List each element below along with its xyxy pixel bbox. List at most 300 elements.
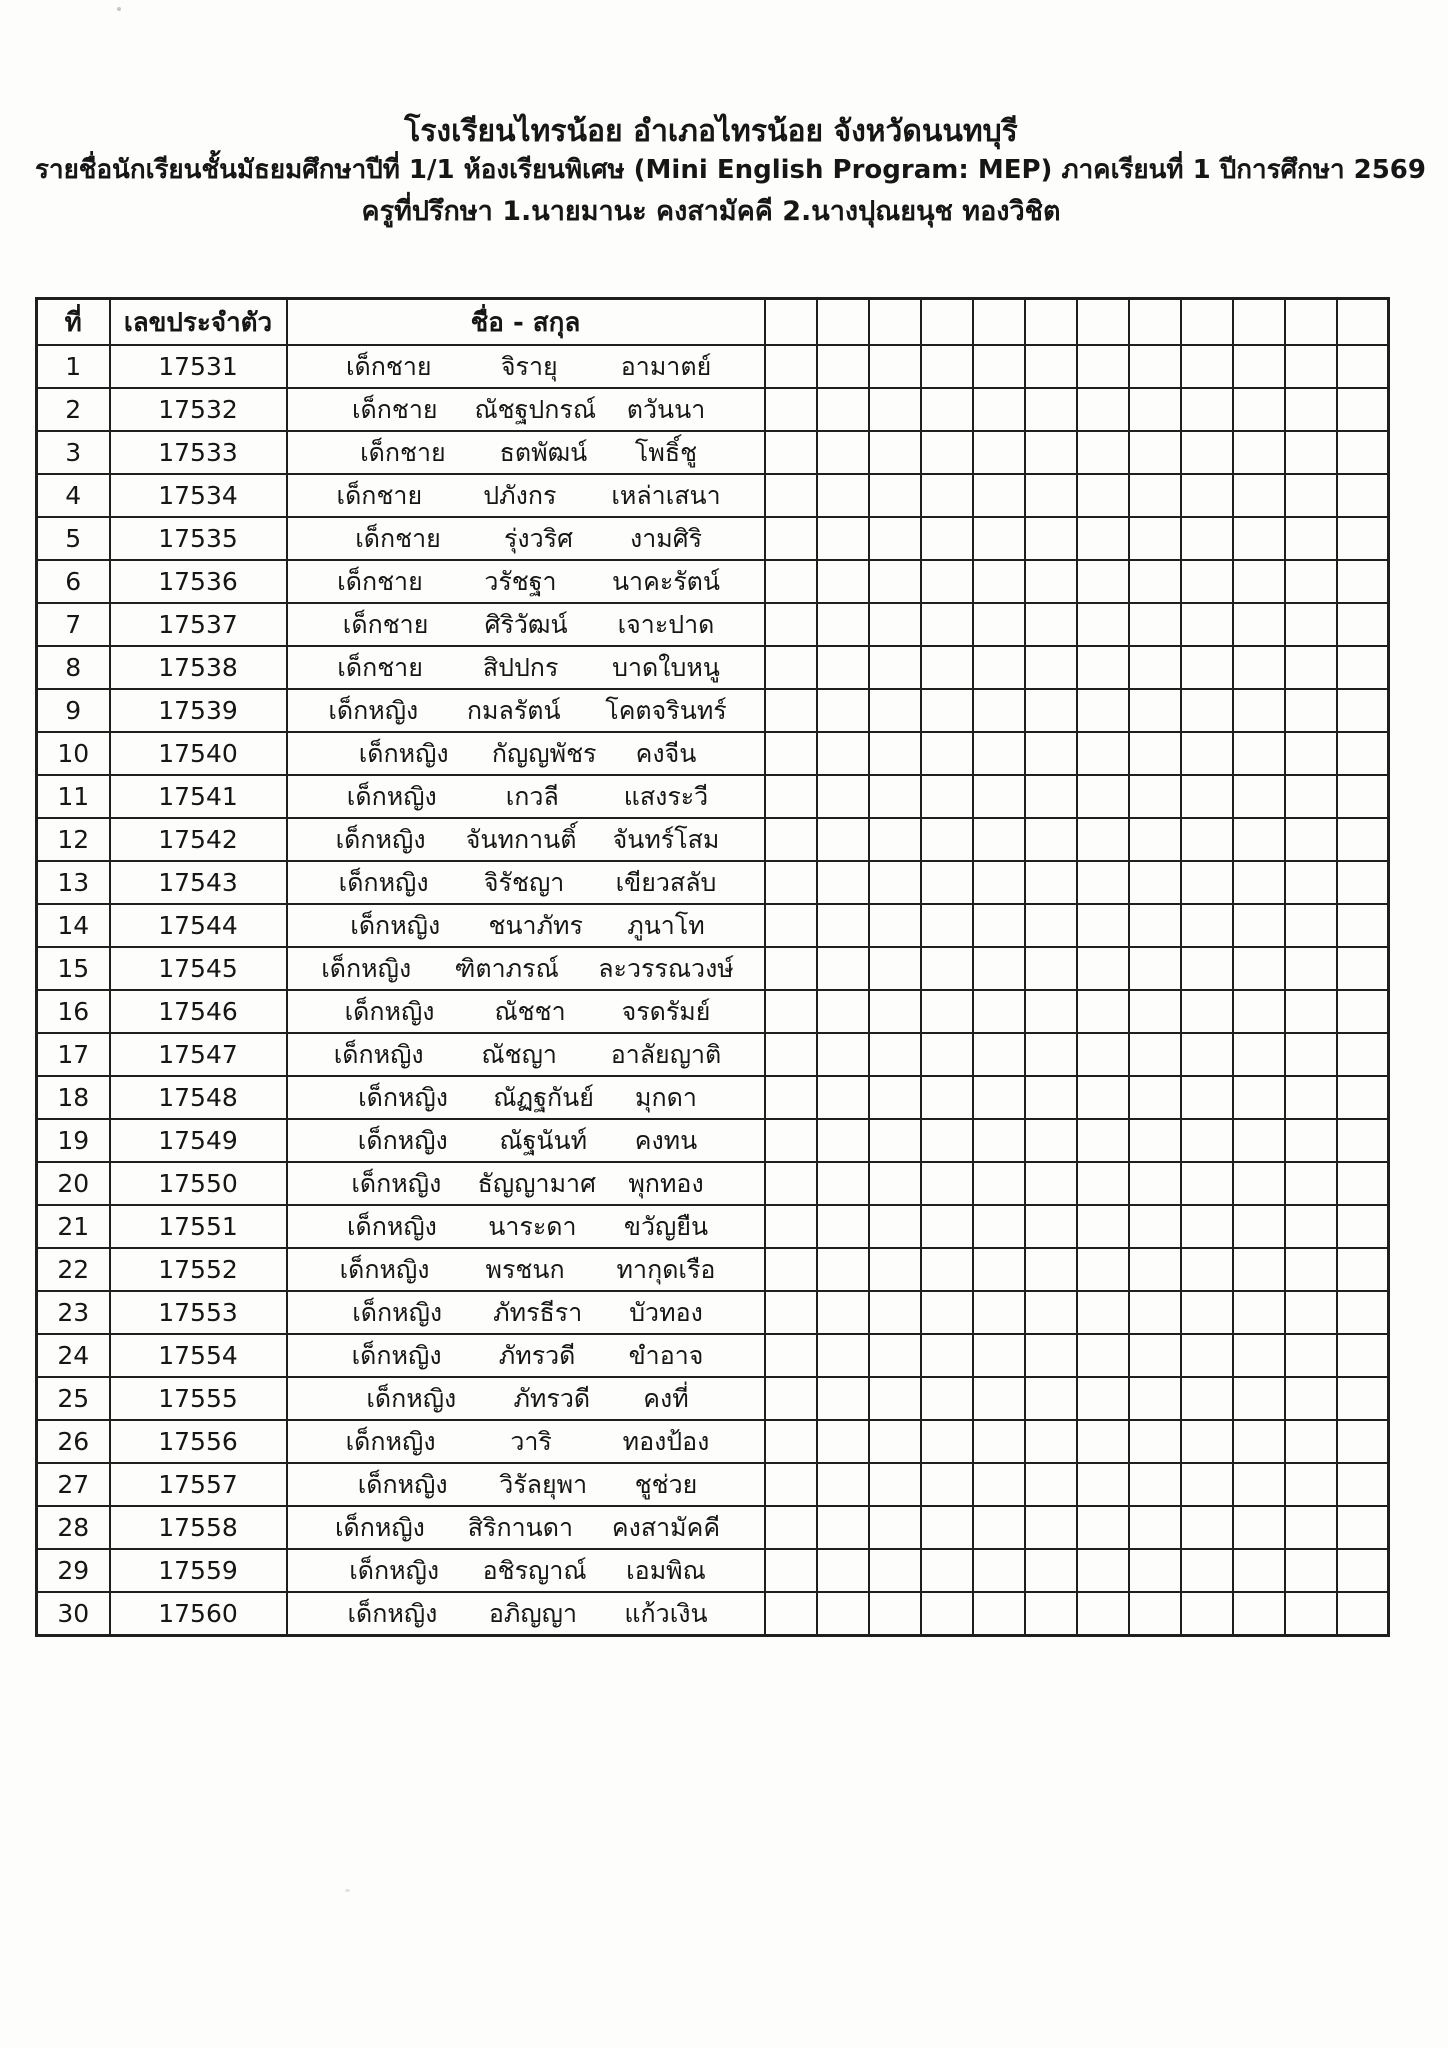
mark-cell-empty: [817, 474, 869, 517]
mark-cell-empty: [1077, 689, 1129, 732]
mark-cell-empty: [1181, 646, 1233, 689]
mark-cell-empty: [869, 1248, 921, 1291]
mark-cell-empty: [973, 1162, 1025, 1205]
mark-cell-empty: [817, 1506, 869, 1549]
student-last-name: นาคะรัตน์: [611, 566, 721, 596]
mark-cell-empty: [765, 689, 817, 732]
header-student-id: เลขประจำตัว: [110, 299, 287, 346]
table-row: [37, 345, 1389, 388]
student-first-name: ฑิตาภรณ์: [454, 953, 559, 983]
mark-cell-empty: [817, 1291, 869, 1334]
student-id-cell: 17546: [110, 990, 287, 1033]
mark-cell-empty: [1129, 689, 1181, 732]
mark-cell-empty: [817, 861, 869, 904]
student-first-name: ณัชชา: [494, 996, 566, 1026]
student-name-cell: [287, 431, 765, 474]
mark-cell-empty: [765, 1592, 817, 1636]
student-name-cell: [287, 388, 765, 431]
advisors-line: ครูที่ปรึกษา 1.นายมานะ คงสามัคคี 2.นางปุณยนุช ทองวิชิต: [361, 196, 1061, 227]
mark-cell-empty: [973, 947, 1025, 990]
table-row: [37, 1205, 1389, 1248]
mark-cell-empty: [765, 1119, 817, 1162]
student-last-name: บัวทอง: [629, 1297, 703, 1327]
student-id-cell: 17536: [110, 560, 287, 603]
mark-cell-empty: [973, 474, 1025, 517]
mark-cell-empty: [817, 1162, 869, 1205]
student-name-cell: [287, 1549, 765, 1592]
student-title-prefix: เด็กหญิง: [352, 1297, 443, 1327]
student-name-cell: [287, 1162, 765, 1205]
mark-cell-empty: [1181, 1420, 1233, 1463]
student-last-name: ตวันนา: [626, 394, 706, 424]
student-first-name: กมลรัตน์: [466, 695, 561, 725]
mark-cell-empty: [1181, 990, 1233, 1033]
student-last-name: พุกทอง: [628, 1168, 704, 1198]
scan-artifact: [117, 7, 121, 11]
student-last-name: ทองป้อง: [622, 1426, 710, 1456]
row-number-cell: 4: [37, 474, 110, 517]
mark-cell-empty: [1025, 861, 1077, 904]
mark-cell-empty: [1233, 947, 1285, 990]
mark-cell-empty: [1025, 775, 1077, 818]
mark-cell-empty: [1077, 431, 1129, 474]
mark-cell-empty: [1337, 560, 1389, 603]
mark-cell-empty: [1129, 1334, 1181, 1377]
mark-cell-empty: [817, 990, 869, 1033]
mark-cell-empty: [869, 1033, 921, 1076]
mark-cell-empty: [1129, 388, 1181, 431]
mark-cell-empty: [1233, 646, 1285, 689]
mark-cell-empty: [1181, 689, 1233, 732]
student-name-cell: [287, 560, 765, 603]
mark-cell-empty: [1025, 732, 1077, 775]
student-last-name: เอมพิณ: [626, 1555, 706, 1585]
student-id-cell: 17545: [110, 947, 287, 990]
mark-cell-empty: [765, 345, 817, 388]
mark-cell-empty: [817, 732, 869, 775]
mark-cell-empty: [765, 603, 817, 646]
mark-cell-empty: [1337, 861, 1389, 904]
mark-cell-empty: [973, 345, 1025, 388]
mark-cell-empty: [869, 1334, 921, 1377]
student-name-cell: [287, 1205, 765, 1248]
mark-cell-empty: [1337, 947, 1389, 990]
mark-cell-empty: [869, 603, 921, 646]
student-name-cell: [287, 1592, 765, 1636]
mark-cell-empty: [869, 732, 921, 775]
mark-cell-empty: [1129, 474, 1181, 517]
table-row: [37, 1420, 1389, 1463]
mark-cell-empty: [973, 689, 1025, 732]
mark-cell-empty: [1129, 1119, 1181, 1162]
student-title-prefix: เด็กหญิง: [338, 867, 429, 897]
mark-cell-empty: [765, 388, 817, 431]
student-last-name: งามศิริ: [629, 523, 703, 553]
mark-cell-empty: [1025, 388, 1077, 431]
mark-cell-empty: [921, 474, 973, 517]
mark-cell-empty: [921, 517, 973, 560]
mark-cell-empty: [921, 1248, 973, 1291]
mark-cell-empty: [973, 1033, 1025, 1076]
student-id-cell: 17552: [110, 1248, 287, 1291]
mark-cell-empty: [1337, 1205, 1389, 1248]
mark-cell-empty: [1285, 1549, 1337, 1592]
student-title-prefix: เด็กหญิง: [346, 781, 437, 811]
mark-cell-empty: [1077, 1248, 1129, 1291]
mark-cell-empty: [1077, 990, 1129, 1033]
mark-cell-empty: [1077, 646, 1129, 689]
mark-cell-empty: [817, 388, 869, 431]
mark-cell-empty: [1233, 1162, 1285, 1205]
mark-cell-empty: [1285, 818, 1337, 861]
student-title-prefix: เด็กชาย: [355, 523, 441, 553]
mark-cell-empty: [1233, 1119, 1285, 1162]
header-empty-12: [1337, 299, 1389, 346]
mark-cell-empty: [921, 1162, 973, 1205]
student-title-prefix: เด็กชาย: [336, 480, 423, 510]
table-row: [37, 646, 1389, 689]
mark-cell-empty: [1077, 1463, 1129, 1506]
student-name-cell: [287, 1076, 765, 1119]
student-first-name: พรชนก: [485, 1254, 565, 1284]
mark-cell-empty: [869, 388, 921, 431]
mark-cell-empty: [973, 1506, 1025, 1549]
mark-cell-empty: [1285, 1076, 1337, 1119]
mark-cell-empty: [921, 1420, 973, 1463]
header-name: ชื่อ - สกุล: [287, 299, 765, 346]
mark-cell-empty: [765, 1334, 817, 1377]
row-number-cell: 6: [37, 560, 110, 603]
row-number-cell: 8: [37, 646, 110, 689]
student-id-cell: 17544: [110, 904, 287, 947]
mark-cell-empty: [1181, 1162, 1233, 1205]
mark-cell-empty: [1025, 1248, 1077, 1291]
mark-cell-empty: [1129, 646, 1181, 689]
mark-cell-empty: [1337, 1463, 1389, 1506]
mark-cell-empty: [1025, 603, 1077, 646]
mark-cell-empty: [869, 646, 921, 689]
mark-cell-empty: [1181, 947, 1233, 990]
student-id-cell: 17553: [110, 1291, 287, 1334]
mark-cell-empty: [1285, 1119, 1337, 1162]
mark-cell-empty: [1077, 1549, 1129, 1592]
mark-cell-empty: [1129, 947, 1181, 990]
mark-cell-empty: [765, 431, 817, 474]
mark-cell-empty: [1025, 689, 1077, 732]
table-row: [37, 947, 1389, 990]
mark-cell-empty: [973, 775, 1025, 818]
student-first-name: ภัทรวดี: [513, 1383, 591, 1413]
table-row: [37, 904, 1389, 947]
mark-cell-empty: [1285, 732, 1337, 775]
mark-cell-empty: [1285, 861, 1337, 904]
mark-cell-empty: [1077, 732, 1129, 775]
mark-cell-empty: [1129, 1076, 1181, 1119]
student-title-prefix: เด็กหญิง: [334, 1512, 425, 1542]
mark-cell-empty: [1285, 1162, 1337, 1205]
mark-cell-empty: [1337, 603, 1389, 646]
mark-cell-empty: [921, 732, 973, 775]
student-title-prefix: เด็กหญิง: [351, 1168, 442, 1198]
student-name-cell: [287, 646, 765, 689]
mark-cell-empty: [1181, 904, 1233, 947]
mark-cell-empty: [973, 1119, 1025, 1162]
mark-cell-empty: [1129, 1463, 1181, 1506]
mark-cell-empty: [1077, 1076, 1129, 1119]
student-title-prefix: เด็กชาย: [351, 394, 438, 424]
mark-cell-empty: [817, 1420, 869, 1463]
student-last-name: เจาะปาด: [617, 609, 715, 639]
row-number-cell: 18: [37, 1076, 110, 1119]
student-name-cell: [287, 1463, 765, 1506]
mark-cell-empty: [765, 560, 817, 603]
mark-cell-empty: [1233, 388, 1285, 431]
student-title-prefix: เด็กหญิง: [347, 1598, 438, 1628]
student-last-name: แก้วเงิน: [624, 1598, 708, 1628]
mark-cell-empty: [1129, 775, 1181, 818]
mark-cell-empty: [1233, 1205, 1285, 1248]
mark-cell-empty: [817, 603, 869, 646]
mark-cell-empty: [1181, 1291, 1233, 1334]
mark-cell-empty: [1337, 1291, 1389, 1334]
mark-cell-empty: [1233, 603, 1285, 646]
mark-cell-empty: [869, 1463, 921, 1506]
mark-cell-empty: [869, 1420, 921, 1463]
mark-cell-empty: [1285, 517, 1337, 560]
mark-cell-empty: [869, 1119, 921, 1162]
mark-cell-empty: [765, 904, 817, 947]
mark-cell-empty: [921, 560, 973, 603]
student-title-prefix: เด็กหญิง: [328, 695, 419, 725]
mark-cell-empty: [1181, 1334, 1233, 1377]
mark-cell-empty: [973, 1248, 1025, 1291]
student-last-name: ขำอาจ: [628, 1340, 704, 1370]
student-id-cell: 17558: [110, 1506, 287, 1549]
mark-cell-empty: [1077, 1033, 1129, 1076]
student-id-cell: 17541: [110, 775, 287, 818]
mark-cell-empty: [1337, 1506, 1389, 1549]
mark-cell-empty: [1025, 1334, 1077, 1377]
mark-cell-empty: [817, 775, 869, 818]
mark-cell-empty: [1337, 388, 1389, 431]
header-empty-5: [973, 299, 1025, 346]
student-title-prefix: เด็กหญิง: [339, 1254, 430, 1284]
row-number-cell: 10: [37, 732, 110, 775]
mark-cell-empty: [1285, 1420, 1337, 1463]
mark-cell-empty: [973, 517, 1025, 560]
mark-cell-empty: [921, 1592, 973, 1636]
mark-cell-empty: [817, 1377, 869, 1420]
mark-cell-empty: [1233, 1592, 1285, 1636]
mark-cell-empty: [817, 689, 869, 732]
mark-cell-empty: [869, 689, 921, 732]
mark-cell-empty: [1181, 1549, 1233, 1592]
mark-cell-empty: [973, 1205, 1025, 1248]
mark-cell-empty: [1181, 1506, 1233, 1549]
student-title-prefix: เด็กหญิง: [345, 1426, 436, 1456]
mark-cell-empty: [1181, 818, 1233, 861]
student-last-name: บาดใบหนู: [612, 652, 720, 682]
table-row: [37, 1033, 1389, 1076]
mark-cell-empty: [1233, 990, 1285, 1033]
mark-cell-empty: [817, 1549, 869, 1592]
page-subtitle: รายชื่อนักเรียนชั้นมัธยมศึกษาปีที่ 1/1 ห้องเรียนพิเศษ (Mini English Program: MEP) ภาคเรียนที่ 1 ปีการศึกษา 2569: [35, 155, 1426, 185]
student-last-name: โพธิ์ชู: [634, 437, 698, 467]
mark-cell-empty: [1233, 904, 1285, 947]
mark-cell-empty: [921, 646, 973, 689]
mark-cell-empty: [1077, 1334, 1129, 1377]
table-row: [37, 431, 1389, 474]
mark-cell-empty: [973, 1334, 1025, 1377]
mark-cell-empty: [1025, 1119, 1077, 1162]
mark-cell-empty: [1129, 732, 1181, 775]
student-name-cell: [287, 947, 765, 990]
student-id-cell: 17554: [110, 1334, 287, 1377]
mark-cell-empty: [1337, 904, 1389, 947]
mark-cell-empty: [1233, 1291, 1285, 1334]
mark-cell-empty: [1233, 861, 1285, 904]
student-name-cell: [287, 517, 765, 560]
student-id-cell: 17556: [110, 1420, 287, 1463]
mark-cell-empty: [973, 1592, 1025, 1636]
table-row: [37, 1463, 1389, 1506]
mark-cell-empty: [1025, 1420, 1077, 1463]
mark-cell-empty: [869, 474, 921, 517]
mark-cell-empty: [1129, 904, 1181, 947]
mark-cell-empty: [973, 1463, 1025, 1506]
student-first-name: ณัฐนันท์: [499, 1125, 588, 1155]
mark-cell-empty: [1337, 1549, 1389, 1592]
mark-cell-empty: [1337, 646, 1389, 689]
mark-cell-empty: [817, 431, 869, 474]
mark-cell-empty: [1181, 388, 1233, 431]
student-title-prefix: เด็กหญิง: [366, 1383, 457, 1413]
student-first-name: สิปปกร: [482, 652, 559, 682]
mark-cell-empty: [1025, 646, 1077, 689]
row-number-cell: 25: [37, 1377, 110, 1420]
student-last-name: ละวรรณวงษ์: [598, 953, 734, 983]
mark-cell-empty: [1233, 818, 1285, 861]
mark-cell-empty: [765, 517, 817, 560]
mark-cell-empty: [1337, 1377, 1389, 1420]
mark-cell-empty: [1285, 947, 1337, 990]
student-first-name: อชิรญาณ์: [482, 1555, 587, 1585]
mark-cell-empty: [1129, 431, 1181, 474]
mark-cell-empty: [765, 1377, 817, 1420]
student-id-cell: 17560: [110, 1592, 287, 1636]
mark-cell-empty: [1285, 689, 1337, 732]
student-first-name: อภิญญา: [488, 1598, 577, 1628]
mark-cell-empty: [817, 1119, 869, 1162]
mark-cell-empty: [973, 646, 1025, 689]
mark-cell-empty: [765, 1506, 817, 1549]
table-row: [37, 1291, 1389, 1334]
mark-cell-empty: [869, 904, 921, 947]
mark-cell-empty: [973, 990, 1025, 1033]
student-first-name: ภัทรธีรา: [493, 1297, 583, 1327]
mark-cell-empty: [1025, 1205, 1077, 1248]
row-number-cell: 21: [37, 1205, 110, 1248]
student-id-cell: 17537: [110, 603, 287, 646]
mark-cell-empty: [1233, 732, 1285, 775]
mark-cell-empty: [869, 990, 921, 1033]
mark-cell-empty: [1025, 1463, 1077, 1506]
mark-cell-empty: [1129, 345, 1181, 388]
mark-cell-empty: [1181, 560, 1233, 603]
student-id-cell: 17550: [110, 1162, 287, 1205]
student-id-cell: 17533: [110, 431, 287, 474]
mark-cell-empty: [921, 1033, 973, 1076]
mark-cell-empty: [1129, 1162, 1181, 1205]
mark-cell-empty: [1129, 1248, 1181, 1291]
student-id-cell: 17540: [110, 732, 287, 775]
student-first-name: ณัชญา: [481, 1039, 557, 1069]
student-rows: [37, 345, 1389, 1636]
mark-cell-empty: [765, 1248, 817, 1291]
mark-cell-empty: [1181, 861, 1233, 904]
mark-cell-empty: [1337, 818, 1389, 861]
mark-cell-empty: [1285, 1463, 1337, 1506]
mark-cell-empty: [1233, 1377, 1285, 1420]
mark-cell-empty: [921, 1291, 973, 1334]
student-id-cell: 17532: [110, 388, 287, 431]
mark-cell-empty: [973, 1420, 1025, 1463]
row-number-cell: 26: [37, 1420, 110, 1463]
mark-cell-empty: [1025, 1162, 1077, 1205]
row-number-cell: 22: [37, 1248, 110, 1291]
mark-cell-empty: [765, 818, 817, 861]
mark-cell-empty: [817, 560, 869, 603]
mark-cell-empty: [1181, 1592, 1233, 1636]
mark-cell-empty: [921, 1506, 973, 1549]
student-last-name: ทากุดเรือ: [616, 1254, 716, 1284]
student-first-name: วรัชฐา: [484, 566, 557, 596]
student-title-prefix: เด็กหญิง: [350, 910, 441, 940]
page-title: โรงเรียนไทรน้อย อำเภอไทรน้อย จังหวัดนนทบุรี: [404, 114, 1018, 149]
mark-cell-empty: [1233, 775, 1285, 818]
mark-cell-empty: [817, 1592, 869, 1636]
student-last-name: เหล่าเสนา: [611, 480, 721, 510]
student-title-prefix: เด็กหญิง: [351, 1340, 442, 1370]
row-number-cell: 16: [37, 990, 110, 1033]
student-first-name: รุ่งวริศ: [503, 523, 573, 553]
mark-cell-empty: [1285, 990, 1337, 1033]
mark-cell-empty: [869, 345, 921, 388]
table-row: [37, 1506, 1389, 1549]
row-number-cell: 20: [37, 1162, 110, 1205]
table-row: [37, 1334, 1389, 1377]
student-first-name: ชนาภัทร: [488, 910, 583, 940]
row-number-cell: 11: [37, 775, 110, 818]
mark-cell-empty: [1233, 1420, 1285, 1463]
mark-cell-empty: [973, 1076, 1025, 1119]
mark-cell-empty: [1025, 818, 1077, 861]
mark-cell-empty: [817, 818, 869, 861]
student-name-cell: [287, 1033, 765, 1076]
table-row: [37, 1592, 1389, 1636]
mark-cell-empty: [1129, 1291, 1181, 1334]
mark-cell-empty: [1233, 560, 1285, 603]
mark-cell-empty: [973, 560, 1025, 603]
mark-cell-empty: [765, 947, 817, 990]
student-id-cell: 17538: [110, 646, 287, 689]
mark-cell-empty: [921, 1119, 973, 1162]
mark-cell-empty: [1077, 560, 1129, 603]
mark-cell-empty: [817, 1205, 869, 1248]
mark-cell-empty: [921, 904, 973, 947]
row-number-cell: 15: [37, 947, 110, 990]
header-empty-4: [921, 299, 973, 346]
